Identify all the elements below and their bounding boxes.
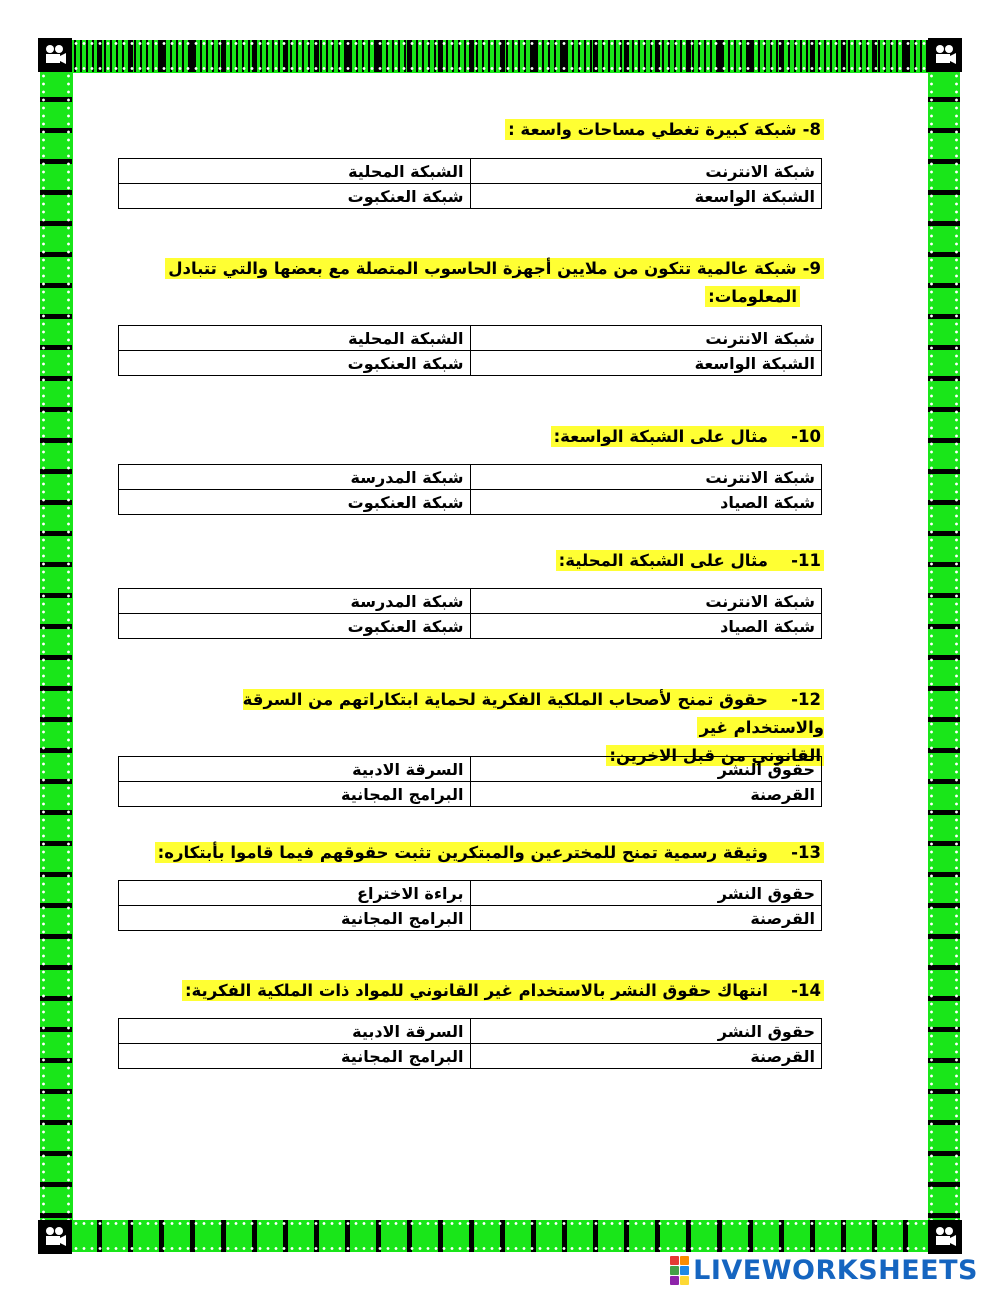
option[interactable]: شبكة الانترنت: [470, 159, 822, 184]
question-text: حقوق تمنح لأصحاب الملكية الفكرية لحماية ابتكاراتهم من السرقة والاستخدام غير: [242, 690, 824, 737]
camera-icon: [38, 38, 72, 72]
option[interactable]: السرقة الادبية: [119, 757, 471, 782]
option[interactable]: شبكة العنكبوت: [119, 614, 471, 639]
question-number: 10-: [791, 427, 821, 446]
option[interactable]: حقوق النشر: [470, 1019, 822, 1044]
question-11: [556, 547, 824, 575]
question-text: القانوني من قبل الاخرين:: [606, 745, 824, 766]
question-text: شبكة عالمية تتكون من ملايين أجهزة الحاسوب المتصلة مع بعضها والتي تتبادل: [168, 259, 797, 278]
option[interactable]: حقوق النشر: [470, 757, 822, 782]
question-text: انتهاك حقوق النشر بالاستخدام غير القانوني للمواد ذات الملكية الفكرية:: [184, 981, 768, 1000]
option[interactable]: البرامج المجانية: [119, 1044, 471, 1069]
logo-icon: [670, 1256, 689, 1285]
option[interactable]: البرامج المجانية: [119, 906, 471, 931]
options-table-14: [118, 1018, 822, 1069]
question-8: [505, 116, 824, 144]
option[interactable]: السرقة الادبية: [119, 1019, 471, 1044]
option[interactable]: الشبكة المحلية: [119, 159, 471, 184]
option[interactable]: شبكة المدرسة: [119, 589, 471, 614]
option[interactable]: القرصنة: [470, 782, 822, 807]
question-number: 11-: [791, 551, 821, 570]
question-number: 13-: [791, 843, 821, 862]
option[interactable]: البرامج المجانية: [119, 782, 471, 807]
question-10: [551, 423, 824, 451]
option[interactable]: الشبكة المحلية: [119, 326, 471, 351]
option[interactable]: شبكة الانترنت: [470, 326, 822, 351]
option[interactable]: شبكة الانترنت: [470, 465, 822, 490]
question-text: مثال على الشبكة الواسعة:: [553, 427, 768, 446]
film-strip-right: [928, 40, 960, 1252]
option[interactable]: شبكة العنكبوت: [119, 184, 471, 209]
question-text: وثيقة رسمية تمنح للمخترعين والمبتكرين تثبت حقوقهم فيما قاموا بأبتكاره:: [157, 843, 768, 862]
question-14: [182, 977, 824, 1005]
options-table-10: [118, 464, 822, 515]
question-number: 9-: [802, 259, 821, 278]
question-text: شبكة كبيرة تغطي مساحات واسعة :: [508, 120, 797, 139]
option[interactable]: حقوق النشر: [470, 881, 822, 906]
options-table-9: [118, 325, 822, 376]
option[interactable]: شبكة المدرسة: [119, 465, 471, 490]
question-number: 14-: [791, 981, 821, 1000]
option[interactable]: الشبكة الواسعة: [470, 351, 822, 376]
question-number: 8-: [802, 120, 821, 139]
liveworksheets-logo: [670, 1254, 978, 1286]
options-table-11: [118, 588, 822, 639]
brand-name: LIVEWORKSHEETS: [693, 1254, 978, 1286]
option[interactable]: شبكة العنكبوت: [119, 490, 471, 515]
option[interactable]: براءة الاختراع: [119, 881, 471, 906]
camera-icon: [928, 38, 962, 72]
option[interactable]: شبكة الانترنت: [470, 589, 822, 614]
option[interactable]: شبكة الصياد: [470, 490, 822, 515]
film-strip-left: [40, 40, 72, 1252]
film-strip-top: [40, 40, 960, 72]
option[interactable]: شبكة الصياد: [470, 614, 822, 639]
question-13: [155, 839, 824, 867]
option[interactable]: شبكة العنكبوت: [119, 351, 471, 376]
camera-icon: [38, 1220, 72, 1254]
options-table-13: [118, 880, 822, 931]
option[interactable]: القرصنة: [470, 1044, 822, 1069]
question-number: 12-: [791, 690, 821, 709]
option[interactable]: القرصنة: [470, 906, 822, 931]
options-table-8: [118, 158, 822, 209]
camera-icon: [928, 1220, 962, 1254]
question-text: المعلومات:: [705, 286, 800, 307]
question-text: مثال على الشبكة المحلية:: [558, 551, 768, 570]
option[interactable]: الشبكة الواسعة: [470, 184, 822, 209]
question-9: [165, 255, 824, 311]
options-table-12: [118, 756, 822, 807]
film-strip-bottom: [40, 1220, 960, 1252]
